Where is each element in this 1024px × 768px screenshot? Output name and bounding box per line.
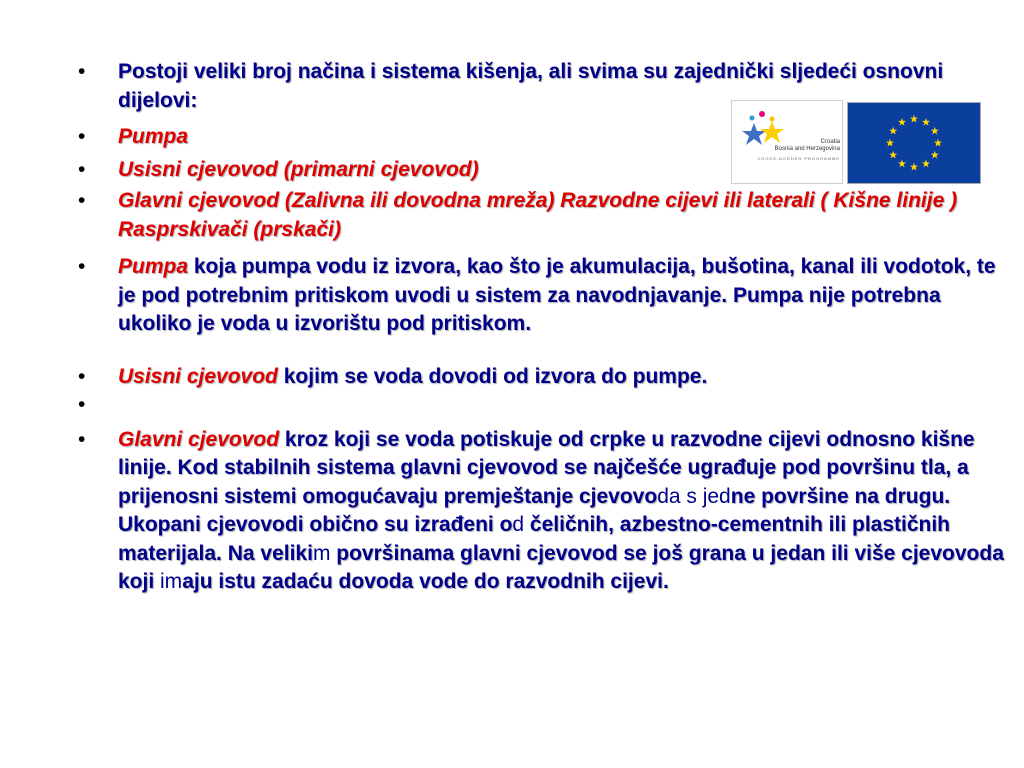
partner-countries-text: Croatia Bosnia and Herzegovina xyxy=(774,139,840,152)
eu-star-icon xyxy=(931,127,939,135)
glavni-description-segment: ne površine na drugu. Ukopani cjevovodi obično su izrađeni o xyxy=(118,484,951,536)
eu-star-icon xyxy=(931,151,939,159)
bullet-dot: • xyxy=(78,157,86,181)
component-usisni: Usisni cjevovod (primarni cjevovod) xyxy=(118,157,479,181)
intro-text: Postoji veliki broj načina i sistema kišenja, ali svima su zajednički sljedeći osnovni dijelovi: xyxy=(118,60,944,112)
glavni-description-segment: d xyxy=(512,513,530,536)
bullet-dot: • xyxy=(78,427,86,451)
glavni-description-segment: im xyxy=(160,570,183,593)
eu-star-icon xyxy=(910,163,918,171)
term-usisni: Usisni cjevovod xyxy=(118,364,278,388)
bullet-dot: • xyxy=(78,255,86,278)
eu-star-icon xyxy=(898,160,906,168)
term-glavni: Glavni cjevovod xyxy=(118,427,280,451)
eu-star-icon xyxy=(889,151,897,159)
eu-flag xyxy=(847,102,981,184)
bullet-item xyxy=(78,253,1008,339)
glavni-description xyxy=(118,428,1004,594)
bullet-item xyxy=(78,426,1008,597)
term-pumpa: Pumpa xyxy=(118,255,189,278)
bullet-item-empty xyxy=(78,391,1008,420)
eu-star-icon xyxy=(889,127,897,135)
bullet-item xyxy=(78,363,1008,392)
glavni-description-segment: čeličnih, azbestno-cementnih ili plastičnih materijala. Na veliki xyxy=(118,513,951,565)
component-pumpa: Pumpa xyxy=(118,125,189,148)
bullet-item xyxy=(78,187,1008,244)
eu-stars-icon xyxy=(848,103,980,183)
bullet-dot: • xyxy=(78,60,86,83)
eu-star-icon xyxy=(922,160,930,168)
usisni-description: kojim se voda dovodi od izvora do pumpe. xyxy=(277,364,708,388)
bullet-dot: • xyxy=(78,189,86,212)
bullet-dot: • xyxy=(78,125,86,148)
eu-star-icon xyxy=(898,118,906,126)
eu-star-icon xyxy=(934,139,942,147)
bullet-dot: • xyxy=(78,364,86,388)
glavni-description-segment: m xyxy=(312,541,337,565)
glavni-description-segment: površinama glavni cjevovod se još grana u jedan ili više cjevovoda koji xyxy=(118,541,1004,593)
bullet-dot: • xyxy=(78,393,86,416)
glavni-description-segment: da s jed xyxy=(657,484,731,508)
cross-border-programme-logo xyxy=(731,100,843,184)
partner-programme-text: CROSS-BORDER PROGRAMME xyxy=(757,156,840,161)
logo-group xyxy=(731,100,981,184)
glavni-description-segment: aju istu zadaću dovoda vode do razvodnih cijevi. xyxy=(182,570,669,593)
eu-star-icon xyxy=(922,118,930,126)
partner-logo-text xyxy=(736,139,840,162)
component-glavni: Glavni cjevovod (Zalivna ili dovodna mreža) Razvodne cijevi ili laterali ( Kišne linije ) Rasprskivači (prskači) xyxy=(118,189,958,241)
eu-star-icon xyxy=(910,115,918,123)
eu-star-icon xyxy=(886,139,894,147)
pumpa-description: koja pumpa vodu iz izvora, kao što je akumulacija, bušotina, kanal ili vodotok, te je pod potrebnim pritiskom uvodi u sistem za navodnjavanje. Pumpa nije potrebna ukoliko je voda u izvorištu pod pritiskom. xyxy=(118,255,996,335)
glavni-description-segment: kroz koji se voda potiskuje od crpke u razvodne cijevi odnosno kišne linije. Kod stabilnih sistema glavni cjevovod se najčešće ugrađuje pod površinu tla, a prijenosni sistemi omogućavaju premještanje cjevovo xyxy=(118,427,975,508)
